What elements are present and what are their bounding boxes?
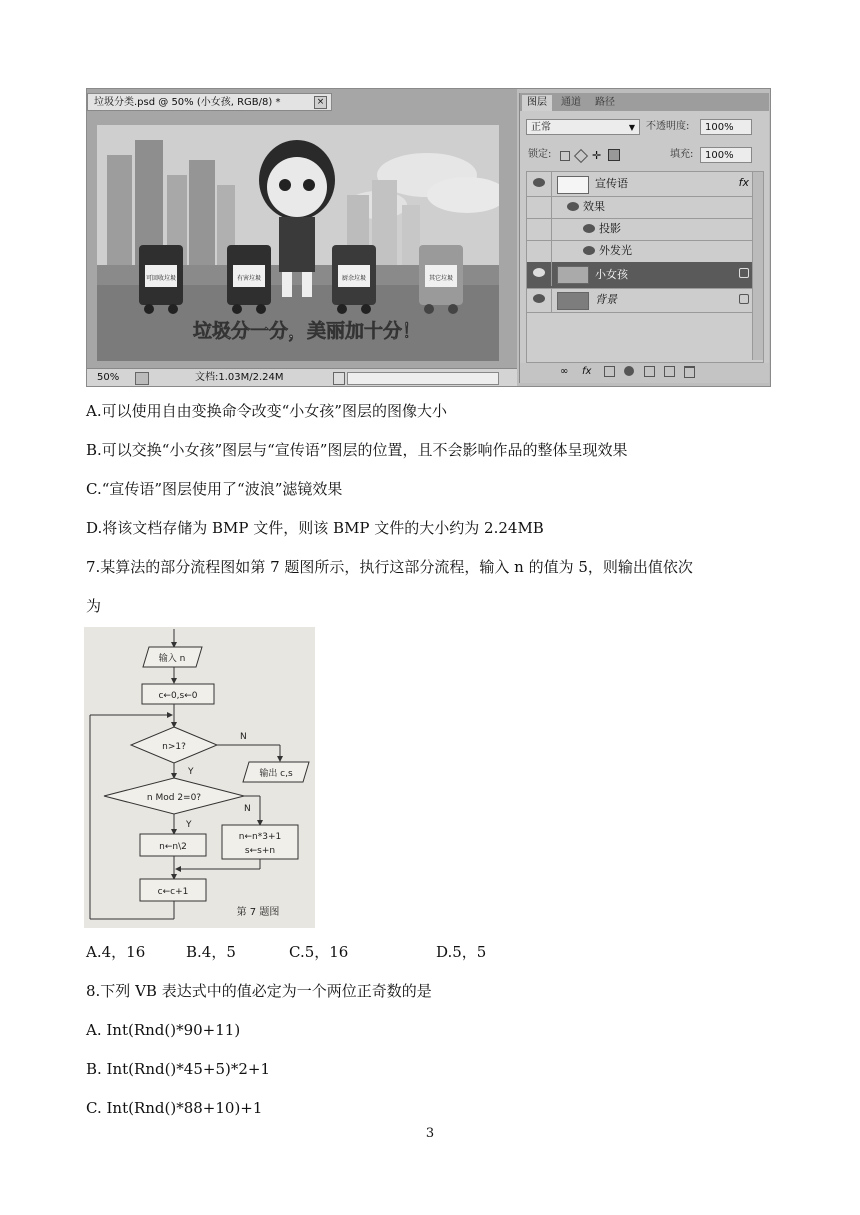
flow-even-step: n←n\2 [159, 842, 187, 852]
trash-icon[interactable] [684, 366, 695, 378]
canvas-slogan: 垃圾分一分，美丽加十分！ [192, 320, 422, 342]
page-number: 3 [425, 1126, 435, 1141]
q7-option-b: B.4，5 [186, 943, 236, 961]
layer-effect-name: 投影 [599, 222, 621, 235]
new-layer-icon[interactable] [664, 366, 675, 377]
layer-row-girl-selected[interactable] [527, 262, 763, 289]
doc-size: 文档:1.03M/2.24M [195, 372, 284, 383]
bin-label: 有害垃圾 [236, 275, 262, 282]
status-bar [87, 368, 517, 387]
visibility-toggle[interactable] [527, 288, 552, 312]
option-a-text: A.可以使用自由变换命令改变“小女孩”图层的图像大小 [86, 402, 447, 420]
visibility-toggle[interactable] [527, 218, 552, 240]
visibility-toggle[interactable] [527, 172, 552, 196]
layer-thumbnail [557, 266, 589, 284]
fill-field[interactable] [700, 147, 752, 163]
folder-icon[interactable] [644, 366, 655, 377]
layers-panel [519, 93, 769, 383]
flow-odd-step-2: s←s+n [244, 846, 276, 856]
tab-channels[interactable]: 通道 [561, 97, 581, 108]
flow-cond2: n Mod 2=0? [146, 793, 202, 803]
q8-option-a: A. Int(Rnd()*90+11) [86, 1021, 241, 1039]
fx-badge[interactable]: fx [738, 176, 749, 189]
play-arrow-icon[interactable] [333, 372, 345, 385]
layers-list [526, 171, 764, 363]
layer-name: 背景 [595, 293, 617, 306]
q8-option-b: B. Int(Rnd()*45+5)*2+1 [86, 1060, 270, 1078]
layer-effect-name: 外发光 [599, 244, 632, 257]
photoshop-screenshot [86, 88, 771, 387]
visibility-toggle[interactable] [527, 262, 552, 286]
eye-icon [567, 202, 579, 211]
layers-panel-footer [520, 363, 769, 383]
document-tab[interactable] [87, 93, 332, 111]
lock-brush-icon[interactable] [574, 149, 588, 163]
blend-mode-value: 正常 [531, 122, 551, 133]
layer-thumbnail [557, 292, 589, 310]
opacity-value: 100% [705, 122, 734, 133]
bin-label: 可回收垃圾 [145, 275, 177, 282]
eye-icon [583, 224, 595, 233]
layers-scrollbar[interactable] [752, 172, 763, 360]
question-8-text: 8.下列 VB 表达式中的值必定为一个两位正奇数的是 [86, 982, 432, 1000]
eye-icon [533, 268, 545, 277]
opacity-label: 不透明度: [646, 121, 690, 132]
flow-output: 输出 c,s [259, 769, 293, 779]
flow-no-label-1: N [240, 732, 247, 742]
q7-option-d: D.5，5 [436, 943, 487, 961]
opacity-field[interactable] [700, 119, 752, 135]
horizontal-scrollbar[interactable] [347, 372, 499, 385]
question-7-text: 7.某算法的部分流程图如第 7 题图所示，执行这部分流程，输入 n 的值为 5，则输出值依次 [86, 558, 693, 576]
bin-label: 厨余垃圾 [341, 275, 367, 282]
flow-init: c←0,s←0 [158, 691, 198, 701]
layer-row-drop-shadow[interactable] [527, 218, 763, 241]
layer-effect-name: 效果 [583, 200, 605, 213]
panel-tabs [520, 93, 769, 111]
layer-row-effects[interactable] [527, 196, 763, 219]
fill-value: 100% [705, 150, 734, 161]
lock-icon [739, 268, 749, 278]
eye-icon [533, 178, 545, 187]
layer-name: 宣传语 [595, 177, 628, 190]
lock-icon [739, 294, 749, 304]
tab-paths[interactable]: 路径 [595, 97, 615, 108]
canvas-image [97, 125, 499, 361]
lock-all-icon[interactable] [608, 149, 620, 161]
q7-option-a: A.4，16 [86, 943, 146, 961]
document-tab-title: 垃圾分类.psd @ 50% (小女孩, RGB/8) * [94, 97, 281, 108]
layer-row-background[interactable] [527, 288, 763, 313]
flow-yes-label-1: Y [188, 767, 194, 777]
layer-row-outer-glow[interactable] [527, 240, 763, 263]
eye-icon [583, 246, 595, 255]
layer-thumbnail [557, 176, 589, 194]
bin-label: 其它垃圾 [428, 275, 454, 282]
option-c-text: C.“宣传语”图层使用了“波浪”滤镜效果 [86, 480, 343, 498]
chevron-down-icon: ▼ [628, 123, 635, 132]
visibility-toggle[interactable] [527, 196, 552, 218]
option-b-text: B.可以交换“小女孩”图层与“宣传语”图层的位置，且不会影响作品的整体呈现效果 [86, 441, 628, 459]
flow-odd-step-1: n←n*3+1 [238, 832, 282, 842]
fx-icon[interactable]: fx [582, 366, 592, 377]
zoom-level[interactable]: 50% [97, 372, 120, 383]
mask-icon[interactable] [604, 366, 615, 377]
q7-option-c: C.5，16 [289, 943, 349, 961]
close-icon[interactable]: × [314, 96, 327, 109]
flow-input: 输入 n [158, 654, 186, 664]
fill-label: 填充: [670, 149, 694, 160]
lock-move-icon[interactable]: ✛ [592, 149, 602, 162]
q8-option-c: C. Int(Rnd()*88+10)+1 [86, 1099, 263, 1117]
flow-caption: 第 7 题图 [236, 907, 280, 918]
flowchart-figure [84, 627, 315, 928]
document-window [87, 89, 517, 386]
eye-icon [533, 294, 545, 303]
flow-no-label-2: N [244, 804, 251, 814]
option-d-text: D.将该文档存储为 BMP 文件，则该 BMP 文件的大小约为 2.24MB [86, 519, 544, 537]
layer-row-slogan[interactable] [527, 172, 763, 197]
adjustment-icon[interactable] [624, 366, 634, 376]
blend-mode-select[interactable] [526, 119, 640, 135]
lock-transparent-icon[interactable] [560, 151, 570, 161]
flow-cond1: n>1? [162, 742, 186, 752]
question-7-text-cont: 为 [86, 597, 102, 615]
status-icon[interactable] [135, 372, 149, 385]
flow-counter: c←c+1 [157, 887, 189, 897]
lock-label: 锁定: [528, 149, 552, 160]
layer-name: 小女孩 [595, 268, 628, 281]
visibility-toggle[interactable] [527, 240, 552, 262]
link-icon[interactable]: ∞ [560, 366, 569, 377]
tab-layers[interactable]: 图层 [522, 95, 552, 111]
flow-yes-label-2: Y [186, 820, 192, 830]
